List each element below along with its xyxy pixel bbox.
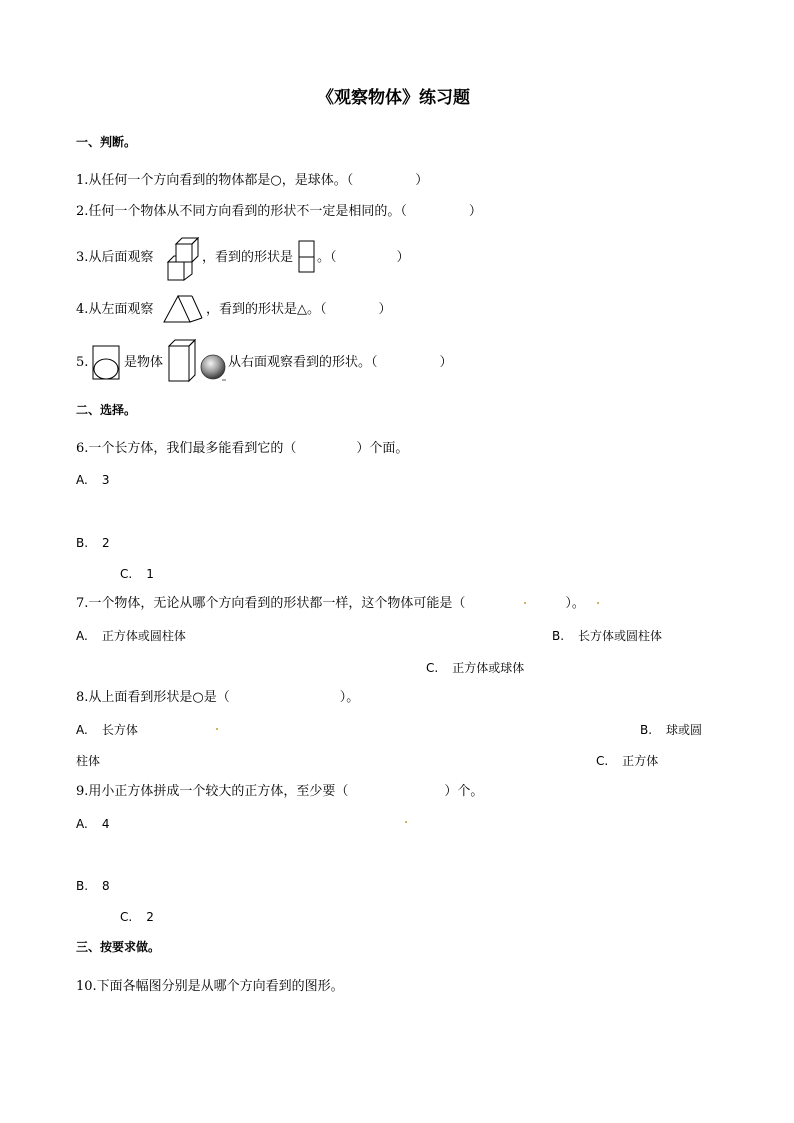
question-8-option-a: A. 长方体	[76, 723, 138, 737]
question-4-text: 4.从左面观察	[76, 302, 154, 317]
question-5-end: 从右面观察看到的形状。（ ）	[228, 355, 453, 370]
section-heading-choice: 二、选择。	[76, 403, 137, 417]
page-title: 《观察物体》练习题	[317, 88, 470, 108]
question-9-option-c: C. 2	[120, 910, 154, 924]
box-figure	[168, 339, 198, 383]
question-9-option-b: B. 8	[76, 879, 110, 893]
question-2-text: 2.任何一个物体从不同方向看到的形状不一定是相同的。（	[76, 204, 407, 219]
square-circle-figure	[92, 345, 122, 381]
question-2	[76, 203, 482, 221]
two-squares-figure	[298, 240, 316, 274]
question-7-option-a: A. 正方体或圆柱体	[76, 629, 186, 643]
stacked-cubes-figure	[166, 236, 200, 282]
question-10: 10.下面各幅图分别是从哪个方向看到的图形。	[76, 979, 344, 994]
question-7: 7.一个物体，无论从哪个方向看到的形状都一样，这个物体可能是（ ）。	[76, 596, 585, 611]
question-2-close: ）	[468, 204, 482, 219]
question-4	[76, 301, 153, 319]
question-6-option-a: A. 3	[76, 473, 110, 487]
question-7-option-c: C. 正方体或球体	[426, 661, 525, 675]
question-6-option-c: C. 1	[120, 567, 154, 581]
question-3-text: 3.从后面观察	[76, 250, 154, 265]
question-3	[76, 249, 153, 267]
question-1-close: ）	[415, 173, 429, 188]
question-9: 9.用小正方体拼成一个较大的正方体，至少要（ ）个。	[76, 784, 484, 799]
question-6: 6.一个长方体，我们最多能看到它的（ ）个面。	[76, 441, 409, 456]
question-8-option-b: B. 球或圆	[640, 723, 703, 737]
question-8-option-c: C. 正方体	[596, 754, 659, 768]
section-heading-task: 三、按要求做。	[76, 940, 161, 954]
question-6-option-b: B. 2	[76, 536, 110, 550]
question-3-mid: ，看到的形状是	[202, 250, 294, 265]
sphere-figure	[200, 353, 228, 383]
question-8-option-b-wrap: 柱体	[76, 754, 101, 768]
question-8: 8.从上面看到形状是○是（ ）。	[76, 690, 360, 705]
question-4-mid: ，看到的形状是△。（ ）	[206, 302, 392, 317]
question-1-text: 1.从任何一个方向看到的物体都是○，是球体。（	[76, 173, 354, 188]
question-1	[76, 172, 428, 190]
triangular-prism-figure	[162, 294, 204, 324]
question-7-option-b: B. 长方体或圆柱体	[552, 629, 663, 643]
section-heading-judge: 一、判断。	[76, 135, 137, 149]
question-5: 5.	[76, 355, 89, 370]
question-9-option-a: A. 4	[76, 817, 110, 831]
question-3-end: 。（ ）	[317, 250, 410, 265]
question-5-mid: 是物体	[124, 355, 164, 370]
